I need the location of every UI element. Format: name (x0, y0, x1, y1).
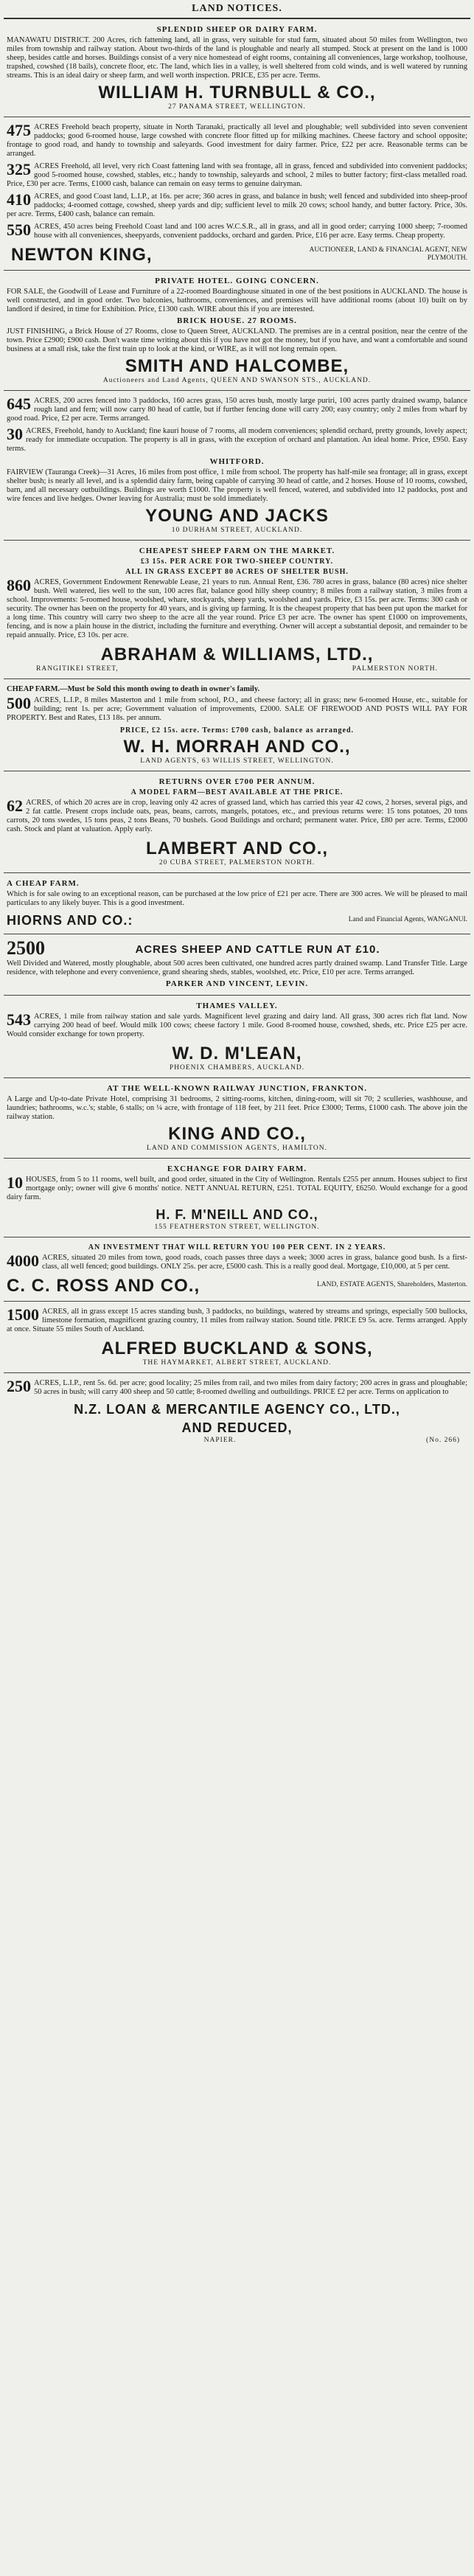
firm-name: SMITH AND HALCOMBE, (125, 356, 349, 376)
ad-ross (4, 1237, 470, 1302)
listing: 30 ACRES, Freehold, handy to Auckland; fine kauri house of 7 rooms, all modern conveniences; splendid orchard, pretty grounds, lovely aspect; ready for immediate occupation. The property is all in grass, with the exception of orchard and plantation. An ideal home. Price, £950. Easy terms. (7, 425, 467, 453)
ad-newton-king (4, 117, 470, 271)
ad-young-jacks (4, 391, 470, 541)
ad-title: SPLENDID SHEEP OR DAIRY FARM. (156, 25, 318, 34)
firm-name-2: AND REDUCED, (181, 1420, 293, 1435)
firm-name: C. C. ROSS AND CO., (7, 1276, 201, 1296)
firm-name: NEWTON KING, (11, 245, 153, 265)
ad-text: FAIRVIEW (Tauranga Creek)—31 Acres, 16 miles from post office, 1 mile from school. The property has half-mile sea frontage; all in grass, except shelter bush; is nearly all level, and is a splendid dairy farm, being capable of carrying 30 head of cattle, and 2 horses. House of 10 rooms, cowshed, barn, and all necessary outbuildings. Buildings are worth £1000. The property is well fenced, watered, and subdivided into 12 paddocks, post and wire fences and live hedges. Owner leaving for Australia; must be sold immediately. (7, 468, 467, 503)
firm-address: 10 DURHAM STREET, AUCKLAND. (171, 527, 303, 534)
firm-address: Auctioneers and Land Agents, QUEEN AND SWANSON STS., AUCKLAND. (102, 377, 372, 384)
firm-address: LAND AND COMMISSION AGENTS, HAMILTON. (147, 1145, 327, 1152)
ad-title: AN INVESTMENT THAT WILL RETURN YOU 100 PER CENT. IN 2 YEARS. (88, 1243, 386, 1251)
ad-mcneill (4, 1159, 470, 1237)
ad-buckland (4, 1302, 470, 1373)
firm-name: W. H. MORRAH AND CO., (123, 737, 351, 757)
ad-mclean (4, 996, 470, 1078)
firm-name: N.Z. LOAN & MERCANTILE AGENCY CO., LTD., (74, 1402, 400, 1417)
listing: 410 ACRES, and good Coast land, L.I.P., at 16s. per acre; 360 acres in grass, and balance in bush; well fenced and subdivided into sheep-proof paddocks; 4-roomed cottage, cowshed, sheep yards and dip; sufficient level to milk 20 cows; school handy, and butter factory. Price, 30s. per acre. Terms, £400 cash, balance can remain. (7, 190, 467, 218)
firm-name: PARKER AND VINCENT, LEVIN. (165, 979, 309, 988)
firm-subtitle: Land and Financial Agents, WANGANUI. (348, 915, 467, 923)
firm-name: YOUNG AND JACKS (145, 506, 329, 526)
ad-title: CHEAPEST SHEEP FARM ON THE MARKET. (139, 546, 335, 555)
ad-text-2: JUST FINISHING, a Brick House of 27 Rooms, close to Queen Street, AUCKLAND. The premises are in a central position, near the centre of the town. Price £2900; £900 cash. Don't waste time writing about this if you have not got the money, but if you have, and want a comfortable and sound business at a small risk, take the first train up to look at the kind, or WIRE, as it will not long remain open. (7, 327, 467, 353)
headline: ACRES SHEEP AND CATTLE RUN AT £10. (135, 943, 380, 956)
ad-lead: CHEAP FARM.—Must be Sold this month owing to death in owner's family. (7, 685, 260, 693)
listing: 10 HOUSES, from 5 to 11 rooms, well built, and good order, situated in the City of Wellington. Rentals £255 per annum. Houses subject to first mortgage only; owner will give 6 months' notice. NETT ANNUAL RETURN, £251. TOTAL EQUITY, £6250. Would exchange for a good dairy farm. (7, 1173, 467, 1201)
firm-address: PHOENIX CHAMBERS, AUCKLAND. (169, 1064, 305, 1072)
firm-address: 27 PANAMA STREET, WELLINGTON. (168, 103, 306, 111)
ad-king (4, 1078, 470, 1159)
firm-address: 155 FEATHERSTON STREET, WELLINGTON. (154, 1223, 320, 1231)
masthead: LAND NOTICES. (4, 0, 470, 19)
ad-hiorns (4, 873, 470, 934)
firm-row (7, 1274, 467, 1296)
ad-morrah (4, 679, 470, 771)
listing: 325 ACRES Freehold, all level, very rich Coast fattening land with sea frontage, all in grass, fenced and subdivided into convenient paddocks; good 5-roomed house, cowshed, stables, etc.; handy to township, saleyards and school, 2 miles to butter factory; first-class metalled road. Price, £30 per acre. Terms, £1000 cash, balance can remain on easy terms to genuine dairyman. (7, 160, 467, 188)
land-notices-page (4, 0, 470, 1450)
firm-row (7, 910, 467, 929)
listing: 500 ACRES, L.I.P., 8 miles Masterton and 1 mile from school, P.O., and cheese factory; all in grass; new 6-roomed House, etc., suitable for building; rent 1s. per acre; Government valuation of improvements, £2000. SALE OF FIREWOOD AND POSTS WILL PAY FOR PROPERTY. Best and Rates, £13 18s. per annum. (7, 694, 467, 722)
ad-title: EXCHANGE FOR DAIRY FARM. (167, 1164, 307, 1173)
listing: 62 ACRES, of which 20 acres are in crop, leaving only 42 acres of grassed land, which has carried this year 42 cows, 2 horses, several pigs, and 2 fat cattle. Present crops include oats, peas, beans, carrots, mangels, potatoes, etc., and previous returns were: 15 tons potatoes, 20 tons carrots, 20 tons swedes, 15 tons peas, 2 tons Beans, 70 bushels. Good Buildings and orchard; permanent water. Price, £80 per acre. Terms, £2000 cash. Stock and plant at valuation. Apply early. (7, 796, 467, 833)
listing: 4000 ACRES, situated 20 miles from town, good roads, coach passes three days a week; 3000 acres in grass, balance good bush. Is a first-class, all well fenced; good buildings. ONLY 25s. per acre, £5000 cash. This is a really good deal. Mortgage, £10,000, at 5 per cent. (7, 1251, 467, 1271)
ad-lambert (4, 771, 470, 873)
firm-name: KING AND CO., (168, 1124, 306, 1144)
ad-subtitle: ALL IN GRASS EXCEPT 80 ACRES OF SHELTER BUSH. (125, 568, 349, 576)
ad-text: FOR SALE, the Goodwill of Lease and Furniture of a 22-roomed Boardinghouse situated in one of the best positions in AUCKLAND. The house is well constructed, and in good order. Two balconies, bathrooms, conveniences, and premises will have additional rooms (about 10) built on by landlord if desired, in time for Exhibition. Price, £1300 cash. WIRE about this if you are interested. (7, 288, 467, 313)
firm-name: ALFRED BUCKLAND & SONS, (101, 1339, 373, 1358)
listing: 250 ACRES, L.I.P., rent 5s. 6d. per acre; good locality; 25 miles from rail, and two miles from dairy factory; 200 acres in grass and ploughable; 50 acres in bush; will carry 400 sheep and 50 cattle; 8-roomed dwelling and outbuildings. PRICE £2 per acre. Terms on application to (7, 1377, 467, 1396)
firm-row (7, 243, 467, 265)
listing: 1500 ACRES, all in grass except 15 acres standing bush, 3 paddocks, no buildings, watered by streams and springs, especially 500 bullocks, limestone formation, magnificent grazing country, 11 miles from railway station. Sound title. PRICE £9 5s. acre. Terms arranged. Apply at once. Situate 55 miles South of Auckland. (7, 1305, 467, 1333)
ad-title: THAMES VALLEY. (196, 1001, 278, 1010)
ad-subtitle: A MODEL FARM—BEST AVAILABLE AT THE PRICE. (130, 788, 344, 796)
firm-name: H. F. M'NEILL AND CO., (156, 1207, 318, 1222)
firm-name: W. D. M'LEAN, (172, 1044, 302, 1063)
ad-title: RETURNS OVER £700 PER ANNUM. (158, 777, 316, 786)
firm-address: RANGITIKEI STREET, PALMERSTON NORTH. (36, 665, 438, 673)
listing: 550 ACRES, 450 acres being Freehold Coast land and 100 acres W.C.S.R., all in grass, and all in good order; carrying 1000 sheep; 7-roomed house with all conveniences, sheepyards, convenient paddocks, orchard and garden. Price, £16 per acre. Easy terms. Cheap property. (7, 221, 467, 240)
ad-reference: (No. 266) (426, 1437, 460, 1444)
ad-title: A CHEAP FARM. (7, 879, 80, 888)
firm-address: 20 CUBA STREET, PALMERSTON NORTH. (158, 859, 316, 867)
listing: 543 ACRES, 1 mile from railway station and sale yards. Magnificent level grazing and dairy land. All grass, 300 acres rich flat land. Now carrying 200 head of beef. Would milk 100 cows; cheese factory 1 mile. Good 8-roomed house, cowshed, sheds, etc. Price £25 per acre. Would consider exchange for town property. (7, 1010, 467, 1038)
price-line: PRICE, £2 15s. acre. Terms: £700 cash, balance as arranged. (119, 726, 355, 735)
firm-address: THE HAYMARKET, ALBERT STREET, AUCKLAND. (142, 1359, 332, 1367)
ad-turnbull (4, 19, 470, 117)
ad-abraham-williams (4, 541, 470, 679)
ad-title: AT THE WELL-KNOWN RAILWAY JUNCTION, FRANKTON. (107, 1084, 367, 1093)
firm-name: HIORNS AND CO.: (7, 913, 133, 928)
firm-subtitle: LAND, ESTATE AGENTS, Shareholders, Masterton. (317, 1281, 467, 1288)
price-line: £3 15s. PER ACRE FOR TWO-SHEEP COUNTRY. (141, 558, 333, 566)
headline-row (7, 939, 467, 958)
firm-name: ABRAHAM & WILLIAMS, LTD., (100, 645, 374, 664)
listing: 475 ACRES Freehold beach property, situate in North Taranaki, practically all level and ploughable; well subdivided into seven convenient paddocks; good 6-roomed house, large cowshed with concrete floor fitted up for milking machines. Cheese factory and school opposite; frontage to good road, and handy to township and saleyards. Good investment for dairy farmer. Price, £22 per acre. Reasonable terms can be arranged. (7, 121, 467, 158)
firm-name: WILLIAM H. TURNBULL & CO., (98, 83, 376, 103)
ad-text: MANAWATU DISTRICT. 200 Acres, rich fattening land, all in grass, very suitable for stud farm, situated about 50 miles from Wellington, two miles from township and railway station. About two-thirds of the land is ploughable and nearly all stumped. Stock at present on the land is 1000 sheep, besides cattle and horses. Buildings consist of a very nice homestead of eight rooms, containing all conveniences, large workshop, toolhouse, trapshed, cowshed (18 bails), concrete floor, etc. The land, which lies in a valley, is well sheltered from cold winds, and is well watered by running streams. This is an ideal dairy or sheep farm, and well worth inspection. PRICE, £35 per acre. Terms. (7, 36, 467, 80)
ad-nz-loan (4, 1373, 470, 1450)
firm-subtitle: AUCTIONEER, LAND & FINANCIAL AGENT, NEW PLYMOUTH. (309, 246, 467, 262)
firm-name: LAMBERT AND CO., (145, 839, 329, 858)
ad-title-2: BRICK HOUSE. 27 ROOMS. (177, 316, 297, 325)
listing: 860 ACRES, Government Endowment Renewable Lease, 21 years to run. Annual Rent, £36. 780 acres in grass, balance (80 acres) nice shelter bush. Well watered, lies well to the sun, 100 acres flat, balance good hilly sheep country; 8 miles from a railway station, 3 miles from a school. Improvements: 5-roomed house, woolshed, whare, stockyards, sheep yards, woolshed and yards. Price, £3 15s. per acre. Terms: 300 cash or security. The owner has been on the property for 40 years, and is giving up farming. It is the cheapest property that has been put upon the market for a long time. This country will carry two sheep to the acre all the year round. Price £3 per acre. The owner has spent £1000 on improvements, fencing, and is now a plain house in the district, including the furniture and everything. Owner will accept a substantial deposit, and remainder to be repaid annually. Price, £3 10s. per acre. (7, 576, 467, 639)
ad-text: A Large and Up-to-date Private Hotel, comprising 31 bedrooms, 2 sitting-rooms, kitchen, dining-room, will sit 70; 2 sculleries, washhouse, and laundries; bathrooms, w.c.'s; stable, 6 stalls; on ¼ acre, with frontage of 118 feet, by 211 feet. Price £3000; Terms, £1000 cash. The above join the railway station. (7, 1095, 467, 1121)
listing: 645 ACRES, 200 acres fenced into 3 paddocks, 160 acres grass, 150 acres bush, mostly large puriri, 100 acres partly drained swamp, balance rough land and fern; will now carry 80 head of cattle, but if further fencing done will carry 200; easy country; only 2 miles from wharf by good road. Price, £2 per acre. Terms arranged. (7, 395, 467, 423)
firm-address: NAPIER. (No. 266) (203, 1437, 460, 1444)
ad-smith-halcombe (4, 271, 470, 391)
acreage: 2500 (7, 937, 45, 959)
ad-parker-vincent (4, 934, 470, 996)
firm-address: LAND AGENTS, 63 WILLIS STREET, WELLINGTON. (140, 757, 334, 765)
ad-text: Well Divided and Watered, mostly ploughable, about 500 acres been cultivated, one hundred acres partly drained swamp. Land Transfer Title. Large residence, with telephone and every convenience, grand shearing sheds, stables, woolshed, etc. Price, £10 per acre. Terms arranged. (7, 959, 467, 976)
ad-subtitle: WHITFORD. (209, 457, 265, 466)
ad-text: Which is for sale owing to an exceptional reason, can be purchased at the low price of £21 per acre. There are 300 acres. We will be pleased to mail particulars to any likely buyer. This is a good investment. (7, 890, 467, 907)
ad-title: PRIVATE HOTEL. GOING CONCERN. (155, 277, 319, 285)
